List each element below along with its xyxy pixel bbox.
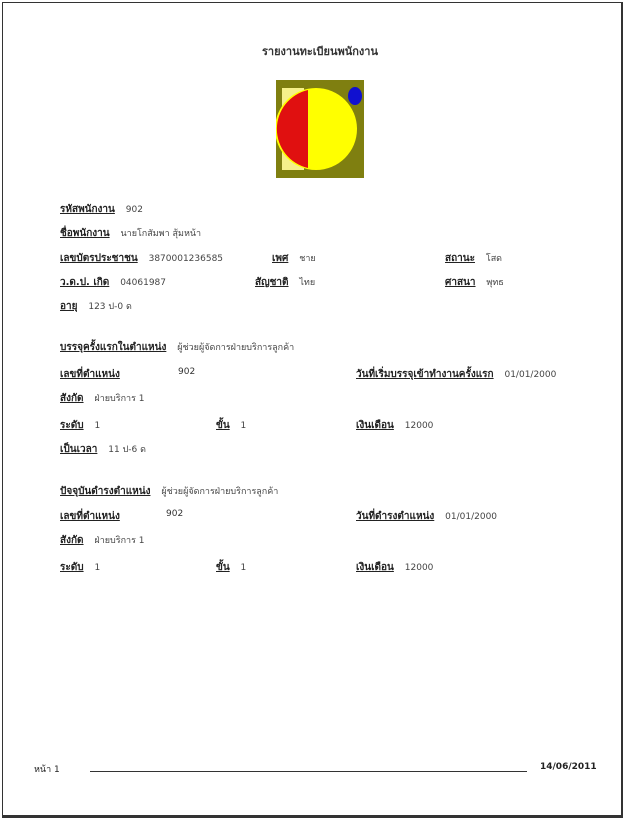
employee-id-value: 902 bbox=[125, 205, 143, 215]
first-step-value: 1 bbox=[240, 421, 247, 431]
current-assignment-heading-label: ปัจจุบันดำรงตำแหน่ง bbox=[60, 486, 151, 497]
nationality-value: ไทย bbox=[299, 278, 316, 288]
current-position-no-label: เลขที่ตำแหน่ง bbox=[60, 511, 120, 522]
birth-date-row bbox=[60, 275, 166, 290]
first-department-label: สังกัด bbox=[60, 393, 84, 404]
current-date-label: วันที่ดำรงตำแหน่ง bbox=[356, 511, 435, 522]
first-level-label: ระดับ bbox=[60, 420, 84, 431]
current-department-value: ฝ่ายบริการ 1 bbox=[94, 536, 145, 546]
page-number: หน้า 1 bbox=[34, 765, 60, 775]
current-step-value: 1 bbox=[240, 563, 247, 573]
current-department-row bbox=[60, 533, 145, 548]
current-position-no-value: 902 bbox=[166, 509, 184, 519]
current-date-value: 01/01/2000 bbox=[445, 512, 498, 522]
first-department-row bbox=[60, 391, 145, 406]
current-assignment-heading-row bbox=[60, 484, 278, 499]
first-assignment-heading-label: บรรจุครั้งแรกในตำแหน่ง bbox=[60, 342, 167, 353]
report-title: รายงานทะเบียนพนักงาน bbox=[262, 45, 378, 58]
current-date-row bbox=[356, 509, 497, 524]
current-step-label: ขั้น bbox=[216, 562, 230, 573]
current-level-value: 1 bbox=[94, 563, 101, 573]
first-step-row bbox=[216, 418, 246, 433]
age-label: อายุ bbox=[60, 301, 78, 312]
citizen-id-row bbox=[60, 251, 223, 266]
religion-label: ศาสนา bbox=[445, 277, 476, 288]
first-salary-row bbox=[356, 418, 433, 433]
print-date: 14/06/2011 bbox=[540, 762, 597, 772]
first-start-date-label: วันที่เริ่มบรรจุเข้าทำงานครั้งแรก bbox=[356, 369, 494, 380]
company-logo bbox=[276, 80, 364, 178]
current-salary-value: 12000 bbox=[404, 563, 434, 573]
current-salary-row bbox=[356, 560, 433, 575]
employee-name-label: ชื่อพนักงาน bbox=[60, 228, 110, 239]
first-step-label: ขั้น bbox=[216, 420, 230, 431]
employee-name-value: นายโกสัมพา สุ้มหน้า bbox=[120, 229, 202, 239]
current-department-label: สังกัด bbox=[60, 535, 84, 546]
age-value: 123 ป-0 ด bbox=[88, 302, 132, 312]
first-duration-row bbox=[60, 442, 146, 457]
current-step-row bbox=[216, 560, 246, 575]
current-level-label: ระดับ bbox=[60, 562, 84, 573]
first-duration-value: 11 ป-6 ด bbox=[108, 445, 146, 455]
first-position-no-value-cell bbox=[178, 367, 195, 377]
gender-row bbox=[272, 251, 316, 266]
first-level-value: 1 bbox=[94, 421, 101, 431]
current-level-row bbox=[60, 560, 100, 575]
first-salary-value: 12000 bbox=[404, 421, 434, 431]
religion-row bbox=[445, 275, 504, 290]
current-position-no-row bbox=[60, 509, 120, 524]
first-assignment-heading-value: ผู้ช่วยผู้จัดการฝ่ายบริการลูกค้า bbox=[177, 343, 295, 353]
current-position-no-value-cell bbox=[166, 509, 183, 519]
logo-blue-dot bbox=[348, 87, 362, 105]
first-level-row bbox=[60, 418, 100, 433]
birth-date-value: 04061987 bbox=[120, 278, 166, 288]
first-duration-label: เป็นเวลา bbox=[60, 444, 98, 455]
nationality-row bbox=[255, 275, 315, 290]
employee-id-row bbox=[60, 202, 143, 217]
current-salary-label: เงินเดือน bbox=[356, 562, 394, 573]
marital-status-label: สถานะ bbox=[445, 253, 475, 264]
current-assignment-heading-value: ผู้ช่วยผู้จัดการฝ่ายบริการลูกค้า bbox=[161, 487, 279, 497]
employee-id-label: รหัสพนักงาน bbox=[60, 204, 115, 215]
first-start-date-value: 01/01/2000 bbox=[504, 370, 557, 380]
first-position-no-label: เลขที่ตำแหน่ง bbox=[60, 369, 120, 380]
first-department-value: ฝ่ายบริการ 1 bbox=[94, 394, 145, 404]
first-position-no-row bbox=[60, 367, 120, 382]
marital-status-row bbox=[445, 251, 502, 266]
first-position-no-value: 902 bbox=[178, 367, 196, 377]
age-row bbox=[60, 299, 132, 314]
nationality-label: สัญชาติ bbox=[255, 277, 289, 288]
first-assignment-heading-row bbox=[60, 340, 294, 355]
gender-label: เพศ bbox=[272, 253, 289, 264]
birth-date-label: ว.ด.ป. เกิด bbox=[60, 277, 110, 288]
footer-divider bbox=[90, 771, 527, 772]
religion-value: พุทธ bbox=[486, 278, 504, 288]
gender-value: ชาย bbox=[299, 254, 316, 264]
first-salary-label: เงินเดือน bbox=[356, 420, 394, 431]
first-start-date-row bbox=[356, 367, 556, 382]
citizen-id-label: เลขบัตรประชาชน bbox=[60, 253, 138, 264]
employee-name-row bbox=[60, 226, 201, 241]
citizen-id-value: 3870001236585 bbox=[148, 254, 224, 264]
marital-status-value: โสด bbox=[485, 254, 503, 264]
